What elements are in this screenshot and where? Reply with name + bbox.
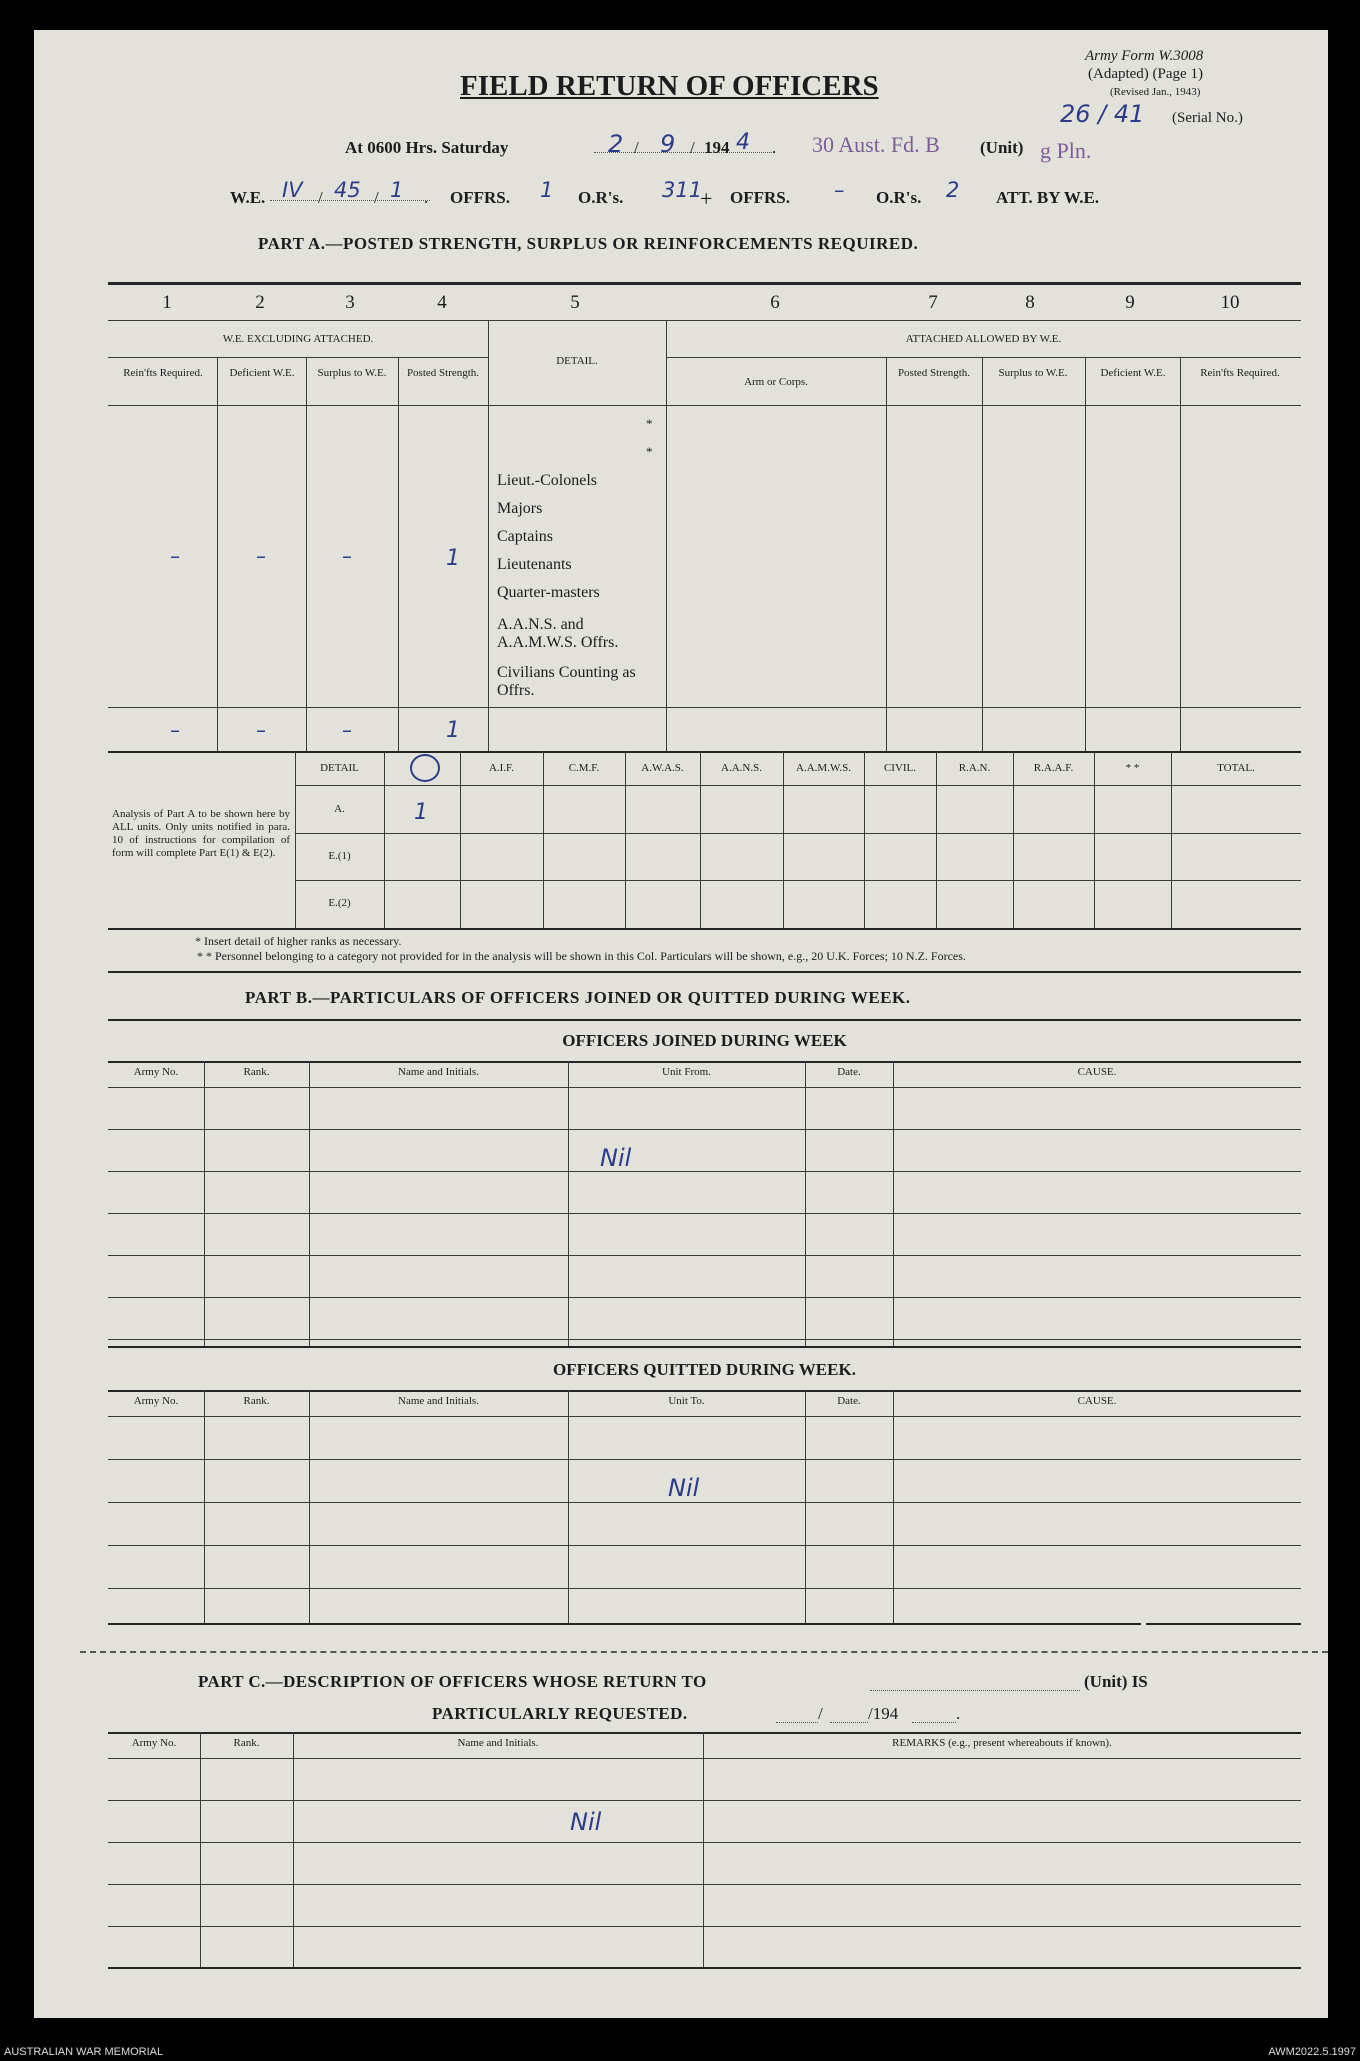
- column-number-8: 8: [1025, 292, 1035, 313]
- footnote-1: * Insert detail of higher ranks as necessary.: [195, 934, 402, 948]
- ors2-hand: 2: [946, 178, 960, 202]
- joined-header-5: Date.: [837, 1066, 861, 1078]
- joined-title: OFFICERS JOINED DURING WEEK: [562, 1031, 847, 1050]
- analysis-header-civil: CIVIL.: [883, 762, 917, 774]
- part-c-header-2: Rank.: [233, 1737, 260, 1749]
- column-number-4: 4: [437, 292, 447, 313]
- plus-sign: +: [700, 186, 713, 211]
- footer-right: AWM2022.5.1997: [1268, 2046, 1356, 2058]
- revised-label: (Revised Jan., 1943): [1110, 86, 1201, 98]
- rank-lieut-colonels: Lieut.-Colonels: [497, 472, 597, 489]
- army-form-label: Army Form W.3008: [1085, 48, 1204, 64]
- footnote-2: * * Personnel belonging to a category not provided for in the analysis will be shown in this Col. Particulars will be shown, e.g., 20 U.K. Forces; 10 N.Z. Forces.: [197, 949, 966, 963]
- column-number-10: 10: [1220, 292, 1240, 313]
- part-c-header-4: REMARKS (e.g., present whereabouts if known).: [892, 1737, 1112, 1749]
- star-2: *: [646, 444, 653, 459]
- analysis-header-ran: R.A.N.: [958, 762, 991, 774]
- day-hand: 2: [608, 130, 624, 158]
- adapted-label: (Adapted) (Page 1): [1088, 66, 1203, 82]
- month-hand: 9: [660, 130, 676, 158]
- we-excluding-header: W.E. EXCLUDING ATTACHED.: [222, 333, 374, 345]
- analysis-header-detail: DETAIL: [320, 762, 359, 774]
- part-b-title: PART B.—PARTICULARS OF OFFICERS JOINED OR QUITTED DURING WEEK.: [245, 988, 911, 1007]
- col8-header: Surplus to W.E.: [998, 367, 1068, 379]
- col1-header: Rein'fts Required.: [123, 367, 203, 379]
- att-label: ATT. BY W.E.: [996, 188, 1100, 207]
- offrs-hand: 1: [540, 178, 554, 202]
- total-reinforcements-hand: –: [170, 718, 180, 742]
- year-prefix: 194: [704, 138, 730, 157]
- analysis-row-e1: E.(1): [328, 850, 351, 862]
- attached-allowed-header: ATTACHED ALLOWED BY W.E.: [905, 333, 1062, 345]
- at-hours-label: At 0600 Hrs. Saturday: [345, 138, 509, 157]
- column-number-3: 3: [345, 292, 355, 313]
- lieut-deficient-hand: –: [256, 544, 266, 568]
- offrs2-hand: –: [834, 178, 845, 202]
- col9-header: Deficient W.E.: [1100, 367, 1166, 379]
- analysis-header-cmf: C.M.F.: [568, 762, 600, 774]
- rank-quarter-masters: Quarter-masters: [497, 584, 600, 601]
- unit-label: (Unit): [980, 138, 1024, 157]
- analysis-note: Analysis of Part A to be shown here by ALL units. Only units notified in para. 10 of instructions for compilation of form will complete Part E(1) & E(2).: [112, 808, 290, 859]
- part-c-header-3: Name and Initials.: [457, 1737, 539, 1749]
- analysis-row-e2: E.(2): [328, 897, 351, 909]
- lieut-reinforcements-hand: –: [170, 544, 180, 568]
- quitted-title: OFFICERS QUITTED DURING WEEK.: [553, 1360, 856, 1379]
- analysis-header-total: TOTAL.: [1217, 762, 1255, 774]
- rank-aans: A.A.N.S. and A.A.M.W.S. Offrs.: [497, 616, 619, 651]
- analysis-row-a-hand: 1: [414, 800, 428, 825]
- quitted-nil-hand: Nil: [668, 1474, 700, 1502]
- quitted-header-2: Rank.: [243, 1395, 270, 1407]
- rank-lieutenants: Lieutenants: [497, 556, 572, 573]
- lieut-surplus-hand: –: [342, 544, 352, 568]
- total-deficient-hand: –: [256, 718, 266, 742]
- analysis-header-other: * *: [1125, 762, 1140, 774]
- form-title: FIELD RETURN OF OFFICERS: [460, 70, 879, 102]
- joined-header-1: Army No.: [133, 1066, 179, 1078]
- serial-label: (Serial No.): [1172, 110, 1243, 126]
- unit-stamp-end: g Pln.: [1040, 138, 1092, 163]
- analysis-row-a: A.: [334, 803, 345, 815]
- serial-number-hand: 26 / 41: [1060, 100, 1145, 128]
- ors-label: O.R's.: [578, 188, 624, 207]
- year-hand: 4: [736, 130, 750, 155]
- column-number-7: 7: [928, 292, 938, 313]
- part-c-line2a: PARTICULARLY REQUESTED.: [432, 1704, 688, 1723]
- we-label: W.E.: [230, 188, 266, 207]
- part-a-title: PART A.—POSTED STRENGTH, SURPLUS OR REINFORCEMENTS REQUIRED.: [258, 234, 919, 253]
- joined-nil-hand: Nil: [600, 1144, 632, 1172]
- column-number-2: 2: [255, 292, 265, 313]
- offrs-label: OFFRS.: [450, 188, 510, 207]
- col6-header: Arm or Corps.: [744, 376, 808, 388]
- analysis-circle-mark: [410, 754, 440, 782]
- we-b-hand: 45: [334, 178, 361, 202]
- analysis-header-awas: A.W.A.S.: [641, 762, 684, 774]
- offrs2-label: OFFRS.: [730, 188, 790, 207]
- total-surplus-hand: –: [342, 718, 352, 742]
- column-number-1: 1: [162, 292, 172, 313]
- lieut-posted-hand: 1: [446, 546, 460, 571]
- part-c-header-1: Army No.: [131, 1737, 177, 1749]
- col2-header: Deficient W.E.: [229, 367, 295, 379]
- column-number-5: 5: [570, 292, 580, 313]
- we-c-hand: 1: [390, 178, 404, 202]
- analysis-header-aif: A.I.F.: [488, 762, 515, 774]
- joined-header-4: Unit From.: [662, 1066, 711, 1078]
- part-c-line1b: (Unit) IS: [1084, 1672, 1148, 1691]
- rank-majors: Majors: [497, 500, 543, 517]
- col3-header: Surplus to W.E.: [317, 367, 387, 379]
- joined-header-2: Rank.: [243, 1066, 270, 1078]
- rank-civilians: Civilians Counting as Offrs.: [497, 664, 636, 699]
- col4-header: Posted Strength.: [406, 367, 480, 379]
- quitted-header-3: Name and Initials.: [398, 1395, 479, 1407]
- ors2-label: O.R's.: [876, 188, 922, 207]
- total-posted-hand: 1: [446, 718, 460, 743]
- star-1: *: [646, 416, 653, 431]
- quitted-header-6: CAUSE.: [1077, 1395, 1117, 1407]
- analysis-header-aamws: A.A.M.W.S.: [796, 762, 851, 774]
- quitted-header-1: Army No.: [133, 1395, 179, 1407]
- part-c-line1a: PART C.—DESCRIPTION OF OFFICERS WHOSE RETURN TO: [198, 1672, 707, 1691]
- col7-header: Posted Strength.: [897, 367, 971, 379]
- col10-header: Rein'fts Required.: [1200, 367, 1280, 379]
- analysis-header-aans: A.A.N.S.: [721, 762, 762, 774]
- quitted-header-5: Date.: [837, 1395, 861, 1407]
- we-a-hand: IV: [282, 178, 303, 202]
- joined-header-6: CAUSE.: [1077, 1066, 1117, 1078]
- footer-left: AUSTRALIAN WAR MEMORIAL: [4, 2046, 164, 2058]
- quitted-header-4: Unit To.: [668, 1395, 705, 1407]
- analysis-header-raaf: R.A.A.F.: [1033, 762, 1074, 774]
- joined-header-3: Name and Initials.: [398, 1066, 479, 1078]
- ors-hand: 311: [662, 178, 703, 202]
- column-number-9: 9: [1125, 292, 1135, 313]
- unit-stamp: 30 Aust. Fd. B: [812, 132, 940, 157]
- rank-captains: Captains: [497, 528, 553, 545]
- column-number-6: 6: [770, 292, 780, 313]
- part-c-nil-hand: Nil: [570, 1808, 602, 1836]
- detail-header: DETAIL.: [556, 355, 598, 367]
